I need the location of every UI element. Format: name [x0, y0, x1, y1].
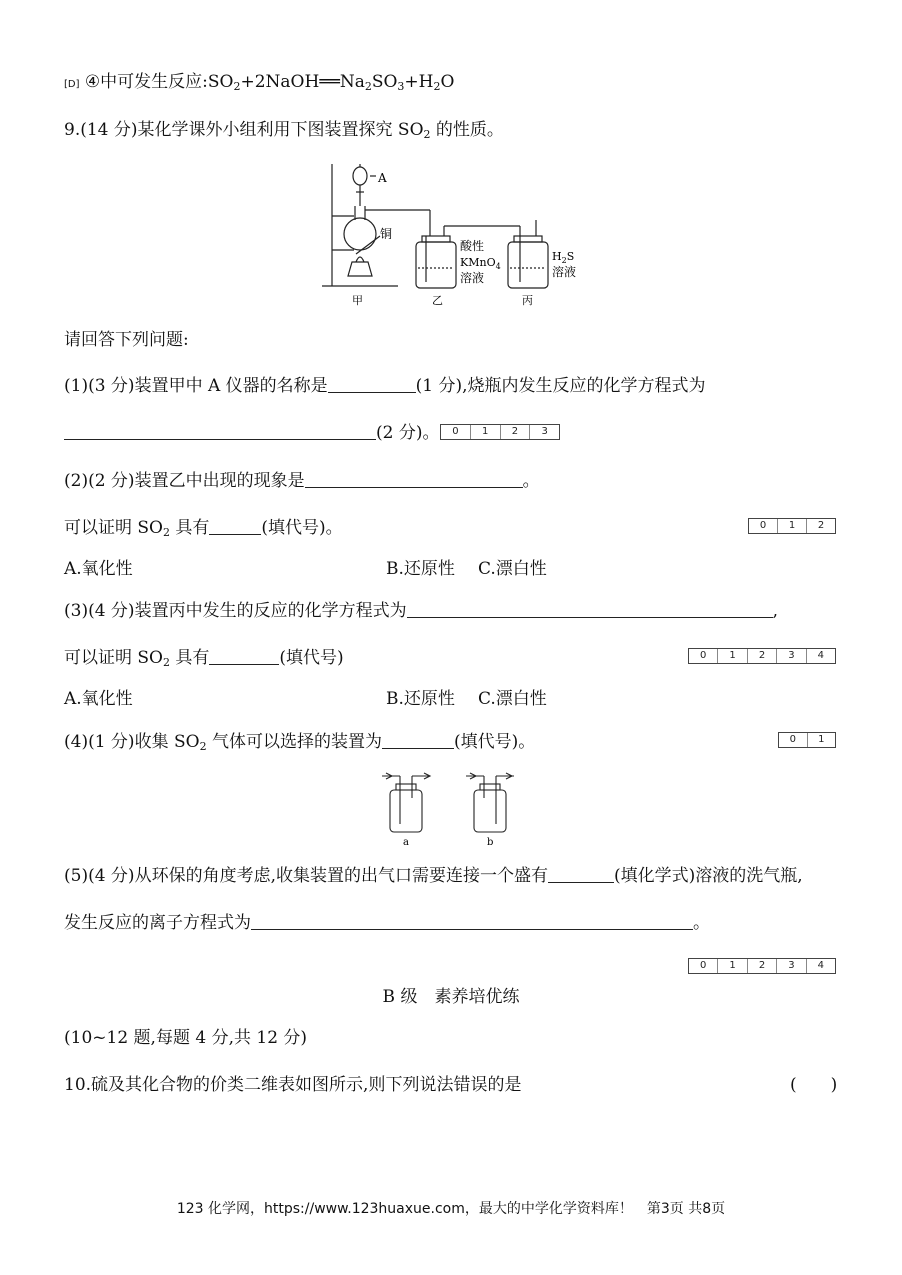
score-box[interactable]	[440, 424, 560, 440]
apparatus-diagram	[318, 158, 598, 310]
p2-text-c: 可以证明 SO	[64, 518, 163, 538]
p2-text-a: (2)(2 分)装置乙中出现的现象是	[64, 471, 305, 491]
score-cell[interactable]: 0	[759, 520, 767, 531]
prompt: 请回答下列问题:	[64, 330, 189, 350]
p5-text-c: 发生反应的离子方程式为	[64, 913, 251, 933]
option-d-label: [D]	[64, 79, 80, 90]
part-1-line-1	[64, 374, 706, 398]
eq-part: SO	[371, 72, 398, 92]
answer-blank[interactable]	[407, 599, 773, 618]
bottle-b-label: b	[487, 837, 494, 848]
p1-text-b: (1 分),烧瓶内发生反应的化学方程式为	[415, 376, 706, 396]
eq-part: Na	[339, 72, 365, 92]
sub: 2	[433, 80, 441, 93]
section-note: (10~12 题,每题 4 分,共 12 分)	[64, 1028, 308, 1048]
p5-text-a: (5)(4 分)从环保的角度考虑,收集装置的出气口需要连接一个盛有	[64, 866, 548, 886]
p2-text-d: 具有	[170, 518, 210, 538]
score-cell[interactable]: 4	[806, 649, 835, 663]
score-cell[interactable]: 0	[700, 650, 707, 661]
answer-blank[interactable]	[64, 421, 376, 440]
label-solution-2: 溶液	[552, 265, 577, 279]
part-3-line-2	[64, 646, 344, 670]
p2-text-e: (填代号)。	[261, 518, 343, 538]
sub: 2	[364, 80, 372, 93]
part-3-line-1	[64, 599, 778, 623]
sub: 2	[163, 656, 170, 669]
question-10-text: 10.硫及其化合物的价类二维表如图所示,则下列说法错误的是	[64, 1075, 522, 1095]
sub: 2	[163, 526, 170, 539]
label-acidic: 酸性	[460, 239, 485, 253]
p3-text-c: 可以证明 SO	[64, 648, 163, 668]
question-10-answer-paren[interactable]: ( )	[790, 1075, 838, 1095]
score-cell[interactable]: 2	[747, 649, 776, 663]
collection-bottles-diagram	[376, 768, 516, 848]
question-9-title	[64, 118, 504, 142]
p4-text-a: (4)(1 分)收集 SO	[64, 732, 200, 752]
part-1-line-2	[64, 421, 439, 445]
answer-blank[interactable]	[209, 646, 279, 665]
score-box[interactable]	[688, 958, 836, 974]
score-cell[interactable]: 1	[717, 649, 746, 663]
section-heading: B 级 素养培优练	[382, 987, 520, 1007]
score-box[interactable]	[778, 732, 836, 748]
score-cell[interactable]: 1	[470, 425, 500, 439]
p3-text-d: 具有	[170, 648, 210, 668]
p3-text-b: ,	[772, 601, 778, 621]
label-bing: 丙	[522, 294, 533, 307]
part-5-line-2	[64, 911, 710, 935]
option-c: C.漂白性	[478, 559, 547, 579]
score-cell[interactable]: 2	[747, 959, 776, 973]
q9-title-a: 9.(14 分)某化学课外小组利用下图装置探究 SO	[64, 120, 424, 140]
eq-arrow: ══	[319, 72, 340, 92]
eq-part: O	[440, 72, 455, 92]
sub: 3	[397, 80, 405, 93]
q9-title-b: 的性质。	[430, 120, 504, 140]
score-box[interactable]	[748, 518, 836, 534]
p5-text-d: 。	[693, 913, 710, 933]
label-copper: 铜	[380, 227, 393, 241]
option-a: A.氧化性	[64, 689, 133, 709]
answer-blank[interactable]	[209, 516, 261, 535]
label-jia: 甲	[352, 294, 363, 307]
score-cell[interactable]: 0	[700, 960, 707, 971]
label-a: A	[378, 171, 387, 185]
option-d-line	[64, 70, 454, 97]
answer-blank[interactable]	[328, 374, 416, 393]
p2-text-b: 。	[522, 471, 540, 491]
label-h2s: $H_2S$	[552, 250, 575, 265]
option-a: A.氧化性	[64, 559, 133, 579]
part-2-line-1	[64, 469, 540, 493]
option-d-text: 中可发生反应:SO	[100, 72, 234, 92]
part-2-line-2	[64, 516, 343, 540]
answer-blank[interactable]	[305, 469, 523, 488]
score-cell[interactable]: 0	[452, 426, 459, 437]
eq-part: +2NaOH	[240, 72, 320, 92]
score-box[interactable]	[688, 648, 836, 664]
answer-blank[interactable]	[251, 911, 693, 930]
p3-text-e: (填代号)	[279, 648, 344, 668]
p5-text-b: (填化学式)溶液的洗气瓶,	[613, 866, 803, 886]
score-cell[interactable]: 2	[500, 425, 530, 439]
score-cell[interactable]: 4	[806, 959, 835, 973]
p1-text-a: (1)(3 分)装置甲中 A 仪器的名称是	[64, 376, 328, 396]
answer-blank[interactable]	[382, 730, 454, 749]
label-kmno4: KMnO$_4$	[460, 256, 501, 271]
part-5-line-1	[64, 864, 803, 888]
bottle-a-label: a	[403, 837, 409, 848]
page-footer: 123 化学网，https://www.123huaxue.com，最大的中学化学资料库！ 第3页 共8页	[176, 1201, 726, 1217]
score-cell[interactable]: 1	[807, 733, 836, 747]
score-cell[interactable]: 1	[777, 519, 806, 533]
option-b: B.还原性	[386, 689, 455, 709]
sub: 2	[423, 128, 431, 141]
p1-text-c: (2 分)。	[376, 423, 440, 443]
score-cell[interactable]: 0	[789, 734, 796, 745]
eq-part: +H	[404, 72, 434, 92]
p4-text-b: 气体可以选择的装置为	[206, 732, 382, 752]
score-cell[interactable]: 1	[717, 959, 746, 973]
answer-blank[interactable]	[548, 864, 614, 883]
score-cell[interactable]: 3	[776, 649, 805, 663]
option-b: B.还原性	[386, 559, 455, 579]
option-d-circle: ④	[84, 72, 101, 92]
score-cell[interactable]: 3	[529, 425, 559, 439]
part-4-line	[64, 730, 535, 754]
sub: 2	[233, 80, 241, 93]
option-c: C.漂白性	[478, 689, 547, 709]
sub: 2	[199, 740, 207, 753]
label-yi: 乙	[432, 294, 443, 307]
score-cell[interactable]: 3	[776, 959, 805, 973]
p3-text-a: (3)(4 分)装置丙中发生的反应的化学方程式为	[64, 601, 407, 621]
p4-text-c: (填代号)。	[453, 732, 536, 752]
label-solution-1: 溶液	[460, 271, 485, 285]
score-cell[interactable]: 2	[806, 519, 835, 533]
